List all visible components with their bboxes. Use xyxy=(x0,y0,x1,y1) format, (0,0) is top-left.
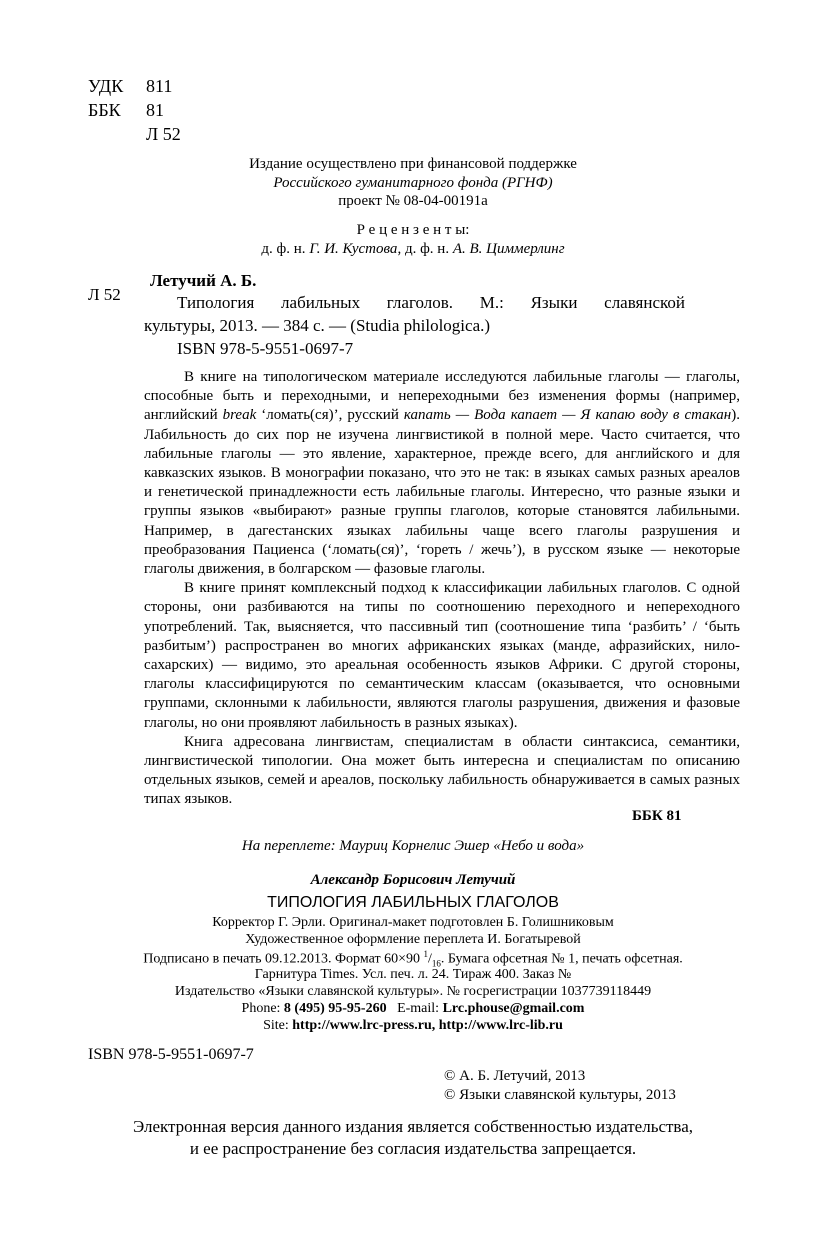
reviewer-separator: , д. ф. н. xyxy=(397,241,450,257)
email-label: E-mail: xyxy=(386,1001,443,1016)
udk-label: УДК xyxy=(88,76,124,96)
bbk-label: ББК xyxy=(88,100,121,120)
bib-author-sign: Л 52 xyxy=(88,285,121,304)
imprint-line-1: Корректор Г. Эрли. Оригинал-макет подготовлен Б. Голишниковым xyxy=(212,915,614,930)
imprint-line-5: Издательство «Языки славянской культуры». № госрегистрации 1037739118449 xyxy=(174,984,652,999)
imprint-line-2: Художественное оформление переплета И. Богатыревой xyxy=(245,932,581,947)
imprint-title: ТИПОЛОГИЯ ЛАБИЛЬНЫХ ГЛАГОЛОВ xyxy=(267,894,559,911)
phone-label: Phone: xyxy=(241,1001,284,1016)
reviewer-name-2: А. В. Циммерлинг xyxy=(452,241,565,257)
notice-line-1: Электронная версия данного издания является собственностью издательства, xyxy=(132,1117,694,1136)
imprint-contacts xyxy=(0,1001,826,1017)
copyright-publisher: © Языки славянской культуры, 2013 xyxy=(444,1087,676,1103)
notice-line-2: и ее распространение без согласия издательства запрещается. xyxy=(189,1139,637,1158)
phone-number: 8 (495) 95-95-260 xyxy=(283,1001,387,1016)
imprint-line-4: Гарнитура Times. Усл. печ. л. 24. Тираж 400. Заказ № xyxy=(254,967,572,982)
bib-line-2: культуры, 2013. — 384 с. — (Studia philologica.) xyxy=(144,316,491,335)
support-line-3: проект № 08-04-00191а xyxy=(338,193,488,209)
support-line-1: Издание осуществлено при финансовой поддержке xyxy=(249,156,577,172)
email-address: Lrc.phouse@gmail.com xyxy=(442,1001,585,1016)
bbk-bottom: ББК 81 xyxy=(632,808,682,824)
bbk-value: 81 xyxy=(146,100,164,120)
abstract-paragraph-3: Книга адресована лингвистам, специалистам в области синтаксиса, семантики, лингвистической типологии. Она может быть интересна и специалистам по описанию отдельных языков, семей и ареалов, поскольку лабильность обнаруживается в самых разных типах языков. xyxy=(144,733,740,808)
abstract-p1-example-break: break xyxy=(222,407,257,424)
udk-value: 811 xyxy=(146,76,173,96)
abstract-paragraph-2: В книге принят комплексный подход к классификации лабильных глаголов. С одной стороны, они разбиваются на типы по соотношению переходного и непереходного употреблений. Так, выясняется, что пассивный тип (соотношение типа ‘разбить’ / ‘быть разбитым’) распространен во многих африканских языках (манде, афразийских, нило-сахарских) — видимо, это ареальная особенность языков Африки. С другой стороны, глаголы классифицируются по семантическим классам (оказывается, что основными группами, склонными к лабильности, являются глаголы разрушения, движения и фазовые глаголы, но они проявляют лабильность в разных языках). xyxy=(144,580,740,731)
bib-author: Летучий А. Б. xyxy=(150,271,257,290)
abstract-p1-text-a: В книге на типологическом материале исследуются лабильные глаголы — глаголы, способные быть и переходными, и непереходными без изменения формы (например, английский xyxy=(144,369,740,424)
isbn-bottom: ISBN 978-5-9551-0697-7 xyxy=(88,1046,254,1063)
site-label: Site: xyxy=(263,1018,293,1033)
imprint-line-3b: . Бумага офсетная № 1, печать офсетная. xyxy=(440,951,683,967)
author-sign-top: Л 52 xyxy=(146,124,181,144)
format-fraction-numerator: 1 xyxy=(423,949,428,959)
reviewer-degree-1: д. ф. н. xyxy=(261,241,306,257)
udk-line xyxy=(88,76,172,97)
imprint-line-3a: Подписано в печать 09.12.2013. Формат 60×90 xyxy=(143,951,424,967)
abstract-p1-example-kapat: капать — Вода капает — Я капаю воду в стакан xyxy=(403,407,732,424)
cover-note: На переплете: Мауриц Корнелис Эшер «Небо и вода» xyxy=(241,838,585,854)
imprint-line-3: Подписано в печать 09.12.2013. Формат 60×90 $^1/_{16}$. Бумага офсетная № 1, печать офсетная. xyxy=(143,949,683,969)
format-fraction-denominator: 16 xyxy=(431,958,441,969)
reviewers-line xyxy=(0,241,826,258)
abstract-paragraph-1 xyxy=(144,368,740,579)
abstract-p1-text-c: ‘ломать(ся)’, русский xyxy=(256,407,404,424)
reviewer-name-1: Г. И. Кустова xyxy=(309,241,398,257)
site-urls: http://www.lrc-press.ru, http://www.lrc-lib.ru xyxy=(292,1018,563,1033)
support-line-2: Российского гуманитарного фонда (РГНФ) xyxy=(273,175,553,191)
reviewers-title: Р е ц е н з е н т ы: xyxy=(356,222,470,238)
bib-line-1: Типология лабильных глаголов. М.: Языки славянской xyxy=(177,293,685,312)
bib-isbn: ISBN 978-5-9551-0697-7 xyxy=(177,339,354,358)
copyright-author: © А. Б. Летучий, 2013 xyxy=(444,1068,586,1084)
imprint-site xyxy=(0,1018,826,1034)
abstract xyxy=(144,368,740,810)
bbk-line xyxy=(88,100,164,121)
imprint-author: Александр Борисович Летучий xyxy=(310,872,516,888)
abstract-p1-text-e: ). Лабильность до сих пор не изучена лингвистикой в полной мере. Часто считается, что лабильные глаголы — это явление, характерное, прежде всего, для английского и для кавказских языков. В монографии показано, что это не так: в языках самых разных ареалов и генетической принадлежности есть лабильные глаголы. Интересно, что разные языки и группы языков «выбирают» разные группы глаголов, которые становятся лабильными. Например, в дагестанских языках лабильны чаще всего глаголы разрушения и преобразования Пациенса (‘ломать(ся)’, ‘гореть / жечь’), в русском языке — некоторые глаголы движения, в болгарском — фазовые глаголы. xyxy=(144,407,740,578)
